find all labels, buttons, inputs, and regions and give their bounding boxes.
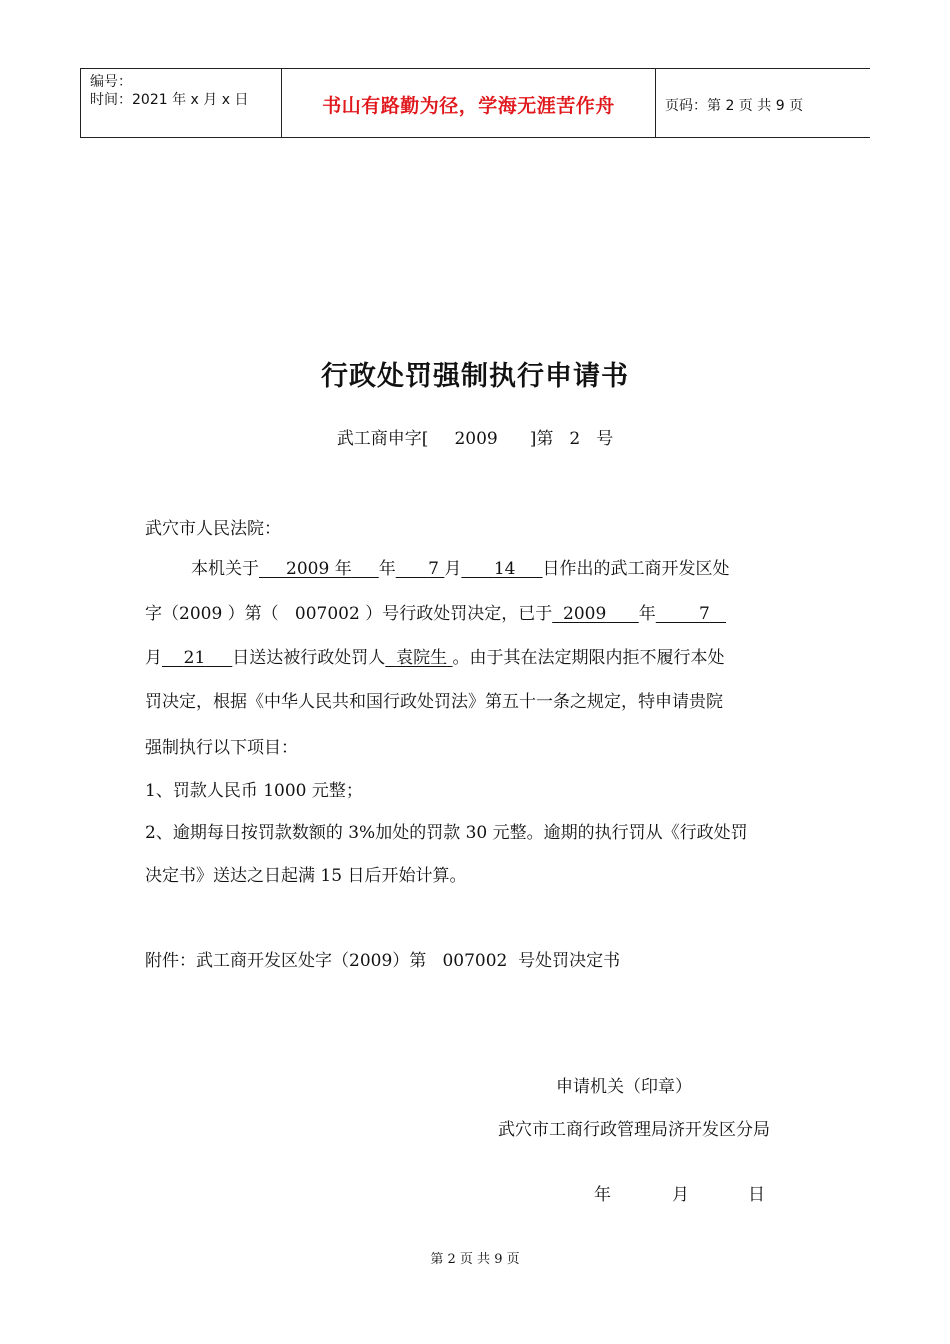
underlined-day: 21 bbox=[183, 648, 206, 668]
doc-number-prefix: 武工商申字[ bbox=[336, 429, 429, 449]
paragraph-line: 强制执行以下项目： bbox=[145, 738, 298, 758]
time-label: 时间：2021 年 x 月 x 日 bbox=[90, 92, 249, 108]
doc-number-suffix: 号 bbox=[596, 429, 614, 449]
header-left bbox=[90, 73, 248, 109]
list-item-continued: 决定书》送达之日起满 15 日后开始计算。 bbox=[145, 866, 467, 886]
doc-number-middle: ]第 bbox=[529, 429, 554, 449]
date-month-label: 月 bbox=[672, 1185, 689, 1205]
underlined-year: 2009 年 bbox=[286, 559, 352, 579]
addressee: 武穴市人民法院： bbox=[145, 519, 281, 539]
list-item: 1、罚款人民币 1000 元整； bbox=[145, 781, 363, 801]
attachment-line: 附件：武工商开发区处字（2009）第 007002 号处罚决定书 bbox=[145, 951, 621, 971]
signature-label: 申请机关（印章） bbox=[556, 1077, 692, 1097]
date-day-label: 日 bbox=[748, 1185, 765, 1205]
doc-number-no: 2 bbox=[569, 429, 581, 449]
header-page-info: 页码：第 2 页 共 9 页 bbox=[665, 98, 804, 114]
header-divider bbox=[80, 69, 81, 137]
underlined-month: 7 bbox=[698, 604, 710, 624]
date-year-label: 年 bbox=[594, 1185, 611, 1205]
header-divider bbox=[655, 69, 656, 137]
document-number bbox=[0, 424, 950, 449]
paragraph-line: 本机关于 2009 年 年 7 月 14 日作出的武工商开发区处 bbox=[191, 559, 730, 579]
underlined-day: 14 bbox=[493, 559, 516, 579]
paragraph-line: 月 21 日送达被行政处罚人 袁院生 。由于其在法定期限内拒不履行本处 bbox=[145, 648, 725, 668]
paragraph-line: 罚决定，根据《中华人民共和国行政处罚法》第五十一条之规定，特申请贵院 bbox=[145, 692, 723, 712]
doc-number-year: 2009 bbox=[454, 429, 498, 449]
number-label: 编号： bbox=[90, 74, 132, 90]
signature-organization: 武穴市工商行政管理局济开发区分局 bbox=[498, 1120, 770, 1140]
list-item: 2、逾期每日按罚款数额的 3%加处的罚款 30 元整。逾期的执行罚从《行政处罚 bbox=[145, 823, 748, 843]
underlined-year: 2009 bbox=[563, 604, 607, 624]
page-footer: 第 2 页 共 9 页 bbox=[430, 1252, 520, 1267]
paragraph-line: 字（2009 ）第（ 007002 ）号行政处罚决定，已于 2009 年 7 bbox=[145, 599, 726, 624]
document-title: 行政处罚强制执行申请书 bbox=[321, 361, 629, 392]
document-header bbox=[80, 68, 870, 138]
decision-number: 007002 bbox=[294, 604, 360, 624]
underlined-month: 7 bbox=[428, 559, 439, 579]
header-motto: 书山有路勤为径，学海无涯苦作舟 bbox=[322, 95, 615, 117]
underlined-person: 袁院生 bbox=[396, 648, 448, 668]
